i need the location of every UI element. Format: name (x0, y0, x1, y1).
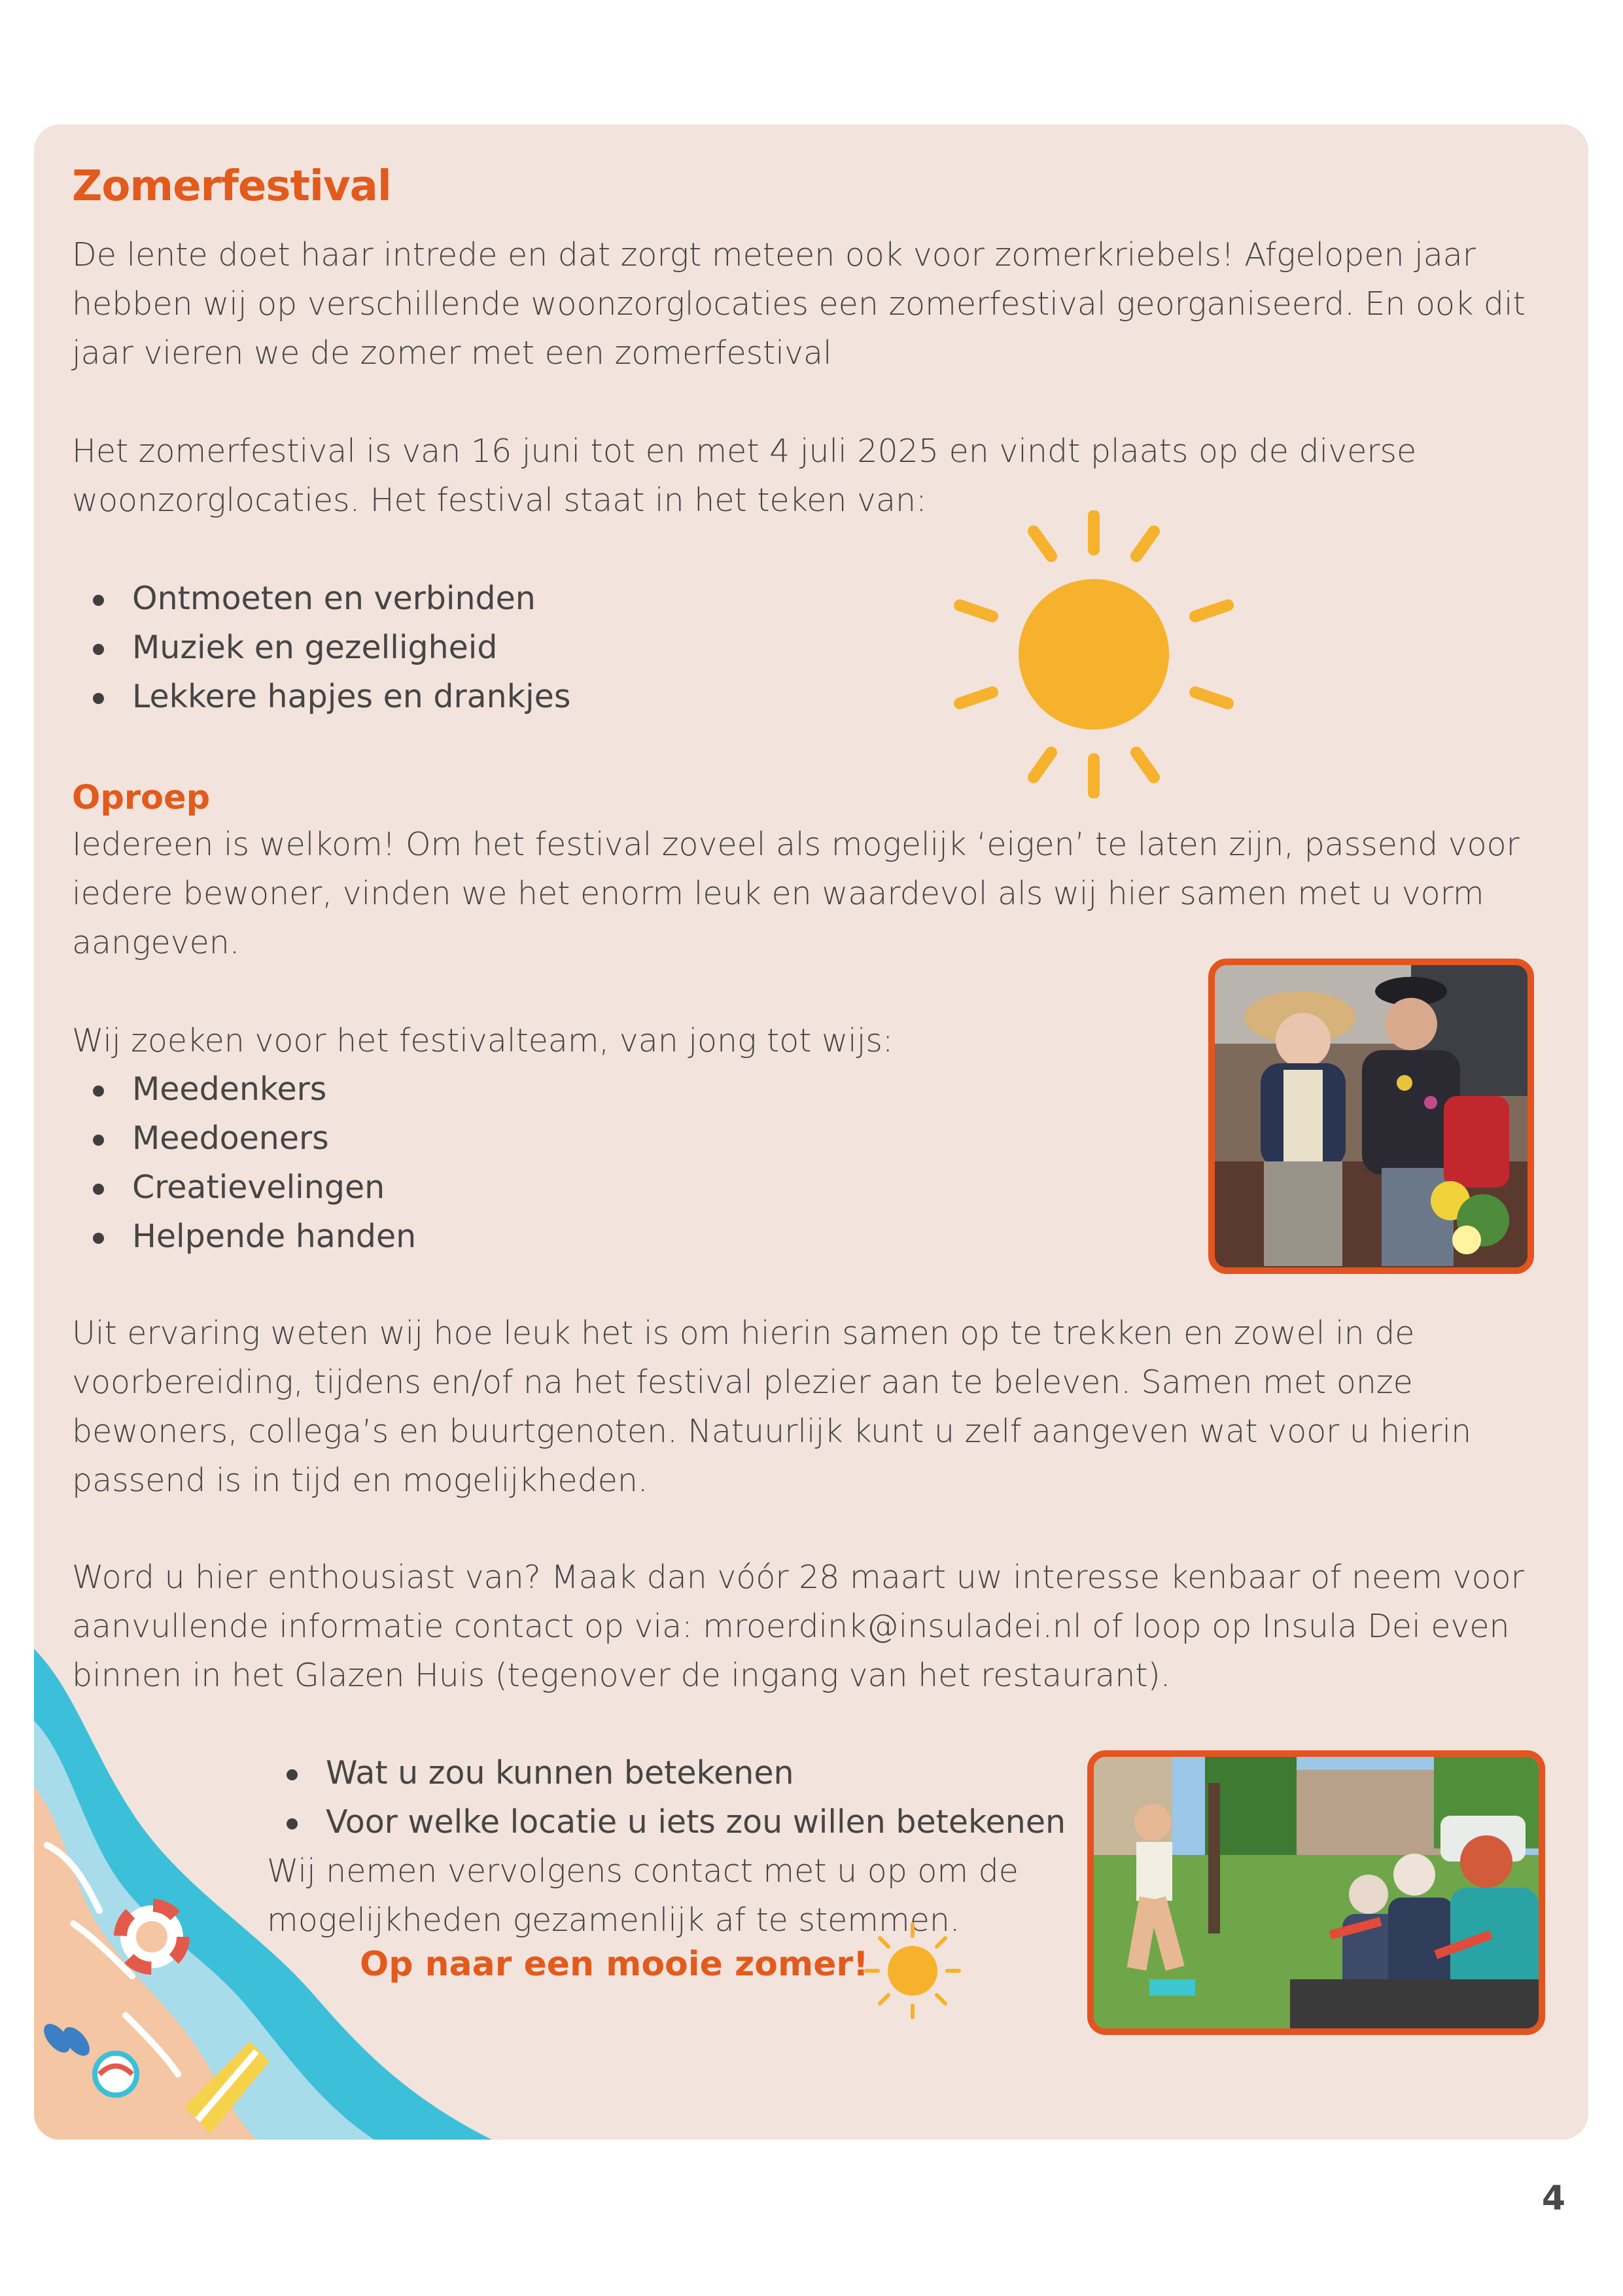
sun-icon (950, 510, 1238, 798)
festival-photo-lawn (1087, 1750, 1545, 2035)
dates-paragraph: Het zomerfestival is van 16 juni tot en met 4 juli 2025 en vindt plaats op de diverse woonzorglocaties. Het festival staat in het teken van: (72, 433, 1417, 519)
intro-paragraph: De lente doet haar intrede en dat zorgt meteen ook voor zomerkriebels! Afgelopen jaar hebben wij op verschillende woonzorglocaties een zomerfestival georganiseerd. En ook dit jaar vieren we de zomer met een zomerfestival (72, 236, 1526, 372)
festival-photo-scooter (1208, 959, 1534, 1274)
list-item: Voor welke locatie u iets zou willen betekenen (267, 1797, 1066, 1846)
roles-list (73, 1065, 416, 1261)
closing-line: Op naar een mooie zomer! (360, 1945, 869, 1984)
list-item: Lekkere hapjes en drankjes (73, 672, 570, 721)
article-title: Zomerfestival (72, 162, 391, 211)
list-item: Ontmoeten en verbinden (73, 574, 570, 623)
list-item: Wat u zou kunnen betekenen (267, 1748, 1066, 1797)
list-item: Creatievelingen (73, 1163, 416, 1212)
experience-paragraph: Uit ervaring weten wij hoe leuk het is om hierin samen op te trekken en zowel in de voorbereiding, tijdens en/of na het festival plezier aan te beleven. Samen met onze bewoners, collega’s en buurtgenoten. Natuurlijk kunt u zelf aangeven wat voor u hierin passend is in tijd en mogelijkheden. (72, 1315, 1472, 1499)
call-heading: Oproep (72, 779, 211, 817)
contact-paragraph: Word u hier enthousiast van? Maak dan vóór 28 maart uw interesse kenbaar of neem voor aanvullende informatie contact op via: mroerdink@insuladei.nl of loop op Insula Dei even binnen in het Glazen Huis (tegenover de ingang van het restaurant). (72, 1559, 1524, 1694)
call-paragraph: Iedereen is welkom! Om het festival zoveel als mogelijk ‘eigen’ te laten zijn, passend voor iedere bewoner, vinden we het enorm leuk en waardevol als wij hier samen met u vorm aangeven. (72, 826, 1520, 961)
list-item: Helpende handen (73, 1212, 416, 1261)
article-panel (34, 124, 1588, 2140)
themes-list (73, 574, 570, 721)
page-number: 4 (1541, 2179, 1565, 2218)
list-item: Meedoeners (73, 1114, 416, 1163)
followup-paragraph: Wij nemen vervolgens contact met u op om de mogelijkheden gezamenlijk af te stemmen. (267, 1852, 1019, 1939)
list-item: Meedenkers (73, 1065, 416, 1114)
ask-list (267, 1748, 1066, 1846)
small-sun-icon (864, 1922, 962, 2020)
team-intro: Wij zoeken voor het festivalteam, van jong tot wijs: (72, 1022, 894, 1059)
list-item: Muziek en gezelligheid (73, 623, 570, 672)
